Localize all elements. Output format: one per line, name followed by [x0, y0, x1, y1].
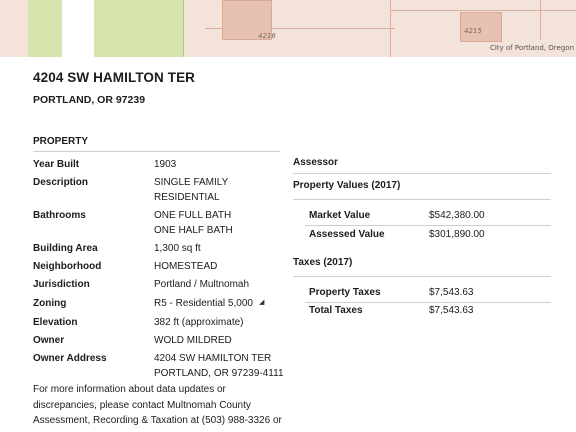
row-label: Property Taxes — [309, 287, 381, 298]
property-city-line: PORTLAND, OR 97239 — [33, 94, 146, 106]
row-value: 1903 — [154, 159, 177, 170]
assessor-heading: Assessor — [293, 157, 339, 168]
row-value: 1,300 sq ft — [154, 243, 201, 254]
property-values-heading: Property Values (2017) — [293, 180, 401, 191]
row-value: $542,380.00 — [429, 210, 485, 221]
row-value-line2: PORTLAND, OR 97239-4111 — [154, 368, 284, 379]
row-value: 382 ft (approximate) — [154, 317, 244, 328]
location-map — [0, 0, 576, 57]
parcel-line — [183, 0, 184, 57]
row-value: R5 - Residential 5,000 — [154, 298, 253, 309]
note-line: discrepancies, please contact Multnomah County — [33, 399, 251, 411]
row-value: 4204 SW HAMILTON TER — [154, 353, 272, 364]
row-label: Description — [33, 177, 89, 188]
row-value: ONE FULL BATH — [154, 210, 232, 221]
lot-number: 4216 — [258, 32, 276, 40]
row-label: Total Taxes — [309, 305, 363, 316]
row-value: HOMESTEAD — [154, 261, 218, 272]
parcel-line — [540, 0, 541, 40]
map-road — [62, 0, 94, 57]
divider — [293, 276, 551, 277]
lot-number: 4215 — [464, 27, 482, 35]
row-value: WOLD MILDRED — [154, 335, 232, 346]
row-value: Portland / Multnomah — [154, 279, 250, 290]
row-value: $7,543.63 — [429, 287, 474, 298]
row-value: $301,890.00 — [429, 229, 485, 240]
mouse-cursor-icon: ◢ — [259, 299, 265, 306]
row-value: SINGLE FAMILY — [154, 177, 229, 188]
row-value-line2: ONE HALF BATH — [154, 225, 233, 236]
row-value: $7,543.63 — [429, 305, 474, 316]
row-label: Bathrooms — [33, 210, 86, 221]
row-label: Owner Address — [33, 353, 107, 364]
divider — [305, 225, 551, 226]
divider — [305, 302, 551, 303]
row-value-line2: RESIDENTIAL — [154, 192, 220, 203]
row-label: Owner — [33, 335, 65, 346]
note-line: Assessment, Recording & Taxation at (503) 988-3326 or — [33, 415, 282, 426]
note-line: For more information about data updates or — [33, 384, 226, 395]
divider — [293, 173, 551, 174]
property-section-heading: PROPERTY — [33, 136, 89, 147]
row-label: Assessed Value — [309, 229, 385, 240]
parcel-line — [390, 10, 576, 11]
parcel-line — [390, 0, 391, 57]
park-area — [94, 0, 183, 57]
row-label: Jurisdiction — [33, 279, 90, 290]
taxes-heading: Taxes (2017) — [293, 257, 353, 268]
row-label: Building Area — [33, 243, 98, 254]
row-label: Market Value — [309, 210, 371, 221]
row-label: Neighborhood — [33, 261, 102, 272]
row-label: Elevation — [33, 317, 78, 328]
divider — [33, 151, 280, 152]
property-address-title: 4204 SW HAMILTON TER — [33, 70, 196, 85]
divider — [293, 199, 551, 200]
row-label: Year Built — [33, 159, 80, 170]
data-updates-note — [33, 382, 295, 429]
map-credit: City of Portland, Oregon — [489, 44, 574, 52]
row-label: Zoning — [33, 298, 67, 309]
